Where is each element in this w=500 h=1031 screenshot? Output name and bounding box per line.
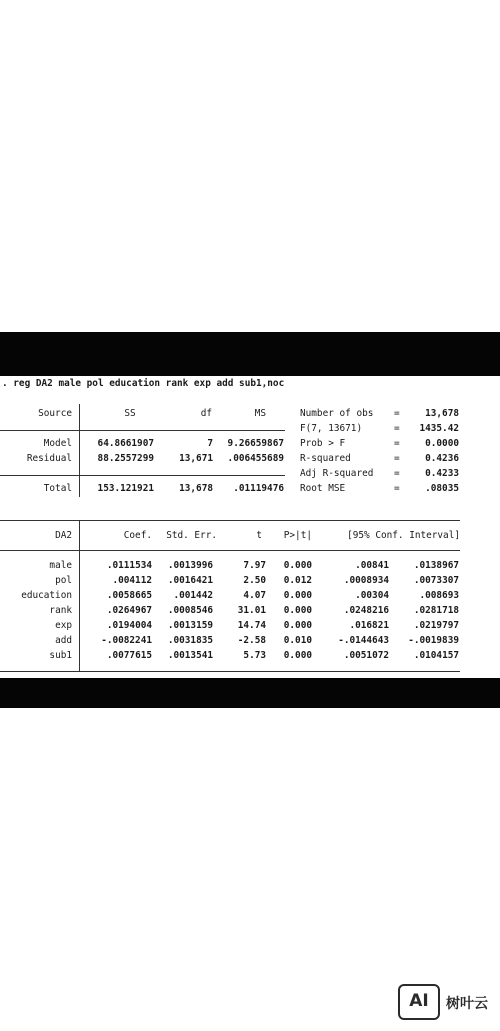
anova-header-df: df bbox=[200, 408, 212, 419]
coef-ci-low: -.0144643 bbox=[338, 635, 389, 646]
coef-p: 0.000 bbox=[283, 605, 312, 616]
coef-header-coef: Coef. bbox=[123, 530, 152, 541]
coef-t: 2.50 bbox=[243, 575, 266, 586]
coef-ci-high: .0281718 bbox=[413, 605, 459, 616]
watermark-text: 树叶云 bbox=[446, 996, 488, 1012]
anova-header-ss: SS bbox=[124, 408, 136, 419]
coef-p: 0.000 bbox=[283, 620, 312, 631]
coef-var: male bbox=[49, 560, 72, 571]
coef-t: 4.07 bbox=[243, 590, 266, 601]
stat-eq-adjr2: = bbox=[394, 468, 400, 479]
coef-se: .0013159 bbox=[167, 620, 213, 631]
anova-total-rule bbox=[0, 475, 285, 476]
stat-value-nobs: 13,678 bbox=[425, 408, 459, 419]
coef-se: .0008546 bbox=[167, 605, 213, 616]
coef-value: .004112 bbox=[112, 575, 152, 586]
stat-label-f: F(7, 13671) bbox=[300, 423, 363, 434]
coef-header-se: Std. Err. bbox=[166, 530, 217, 541]
coef-ci-high: .0138967 bbox=[413, 560, 459, 571]
stat-eq-probf: = bbox=[394, 438, 400, 449]
coef-var: education bbox=[21, 590, 72, 601]
coef-t: 31.01 bbox=[237, 605, 266, 616]
coef-var: pol bbox=[55, 575, 72, 586]
stat-value-f: 1435.42 bbox=[419, 423, 459, 434]
stat-value-probf: 0.0000 bbox=[425, 438, 459, 449]
coef-header-p: P>|t| bbox=[283, 530, 312, 541]
coef-bottom-rule bbox=[0, 671, 460, 672]
stat-label-rmse: Root MSE bbox=[300, 483, 346, 494]
stat-label-adjr2: Adj R-squared bbox=[300, 468, 374, 479]
coef-ci-low: .0008934 bbox=[343, 575, 389, 586]
coef-se: .0013996 bbox=[167, 560, 213, 571]
coef-se: .0031835 bbox=[167, 635, 213, 646]
coef-header-var: DA2 bbox=[55, 530, 72, 541]
anova-header-ms: MS bbox=[254, 408, 266, 419]
coef-se: .001442 bbox=[173, 590, 213, 601]
coef-header-t: t bbox=[256, 530, 262, 541]
coef-p: 0.012 bbox=[283, 575, 312, 586]
coef-p: 0.000 bbox=[283, 560, 312, 571]
anova-row-residual-ss: 88.2557299 bbox=[97, 453, 154, 464]
coef-header-rule bbox=[0, 550, 460, 551]
coef-p: 0.000 bbox=[283, 590, 312, 601]
stat-label-r2: R-squared bbox=[300, 453, 351, 464]
coef-ci-high: .008693 bbox=[419, 590, 459, 601]
coef-ci-low: .00304 bbox=[355, 590, 389, 601]
stat-eq-r2: = bbox=[394, 453, 400, 464]
anova-row-residual-source: Residual bbox=[26, 453, 72, 464]
stat-value-adjr2: 0.4233 bbox=[425, 468, 459, 479]
anova-header-source: Source bbox=[38, 408, 72, 419]
coef-ci-high: .0104157 bbox=[413, 650, 459, 661]
stat-eq-rmse: = bbox=[394, 483, 400, 494]
anova-row-model-ss: 64.8661907 bbox=[97, 438, 154, 449]
black-bar-bottom bbox=[0, 678, 500, 708]
coef-var: rank bbox=[49, 605, 72, 616]
coef-ci-low: .00841 bbox=[355, 560, 389, 571]
coef-ci-low: .0248216 bbox=[343, 605, 389, 616]
coef-se: .0013541 bbox=[167, 650, 213, 661]
anova-row-model-df: 7 bbox=[207, 438, 213, 449]
coef-ci-low: .016821 bbox=[349, 620, 389, 631]
coef-t: 14.74 bbox=[237, 620, 266, 631]
watermark-logo-icon: AI bbox=[398, 984, 440, 1020]
coef-value: .0194004 bbox=[106, 620, 152, 631]
watermark bbox=[398, 984, 498, 1020]
anova-total-ss: 153.121921 bbox=[97, 483, 154, 494]
command-line: . reg DA2 male pol education rank exp add sub1,noc bbox=[2, 378, 285, 389]
coef-value: .0058665 bbox=[106, 590, 152, 601]
coef-value: .0111534 bbox=[106, 560, 152, 571]
coef-ci-high: .0073307 bbox=[413, 575, 459, 586]
anova-header-rule bbox=[0, 430, 285, 431]
coef-header-ci: [95% Conf. Interval] bbox=[347, 530, 460, 541]
coef-var: exp bbox=[55, 620, 72, 631]
black-bar-top bbox=[0, 332, 500, 376]
coef-var: add bbox=[55, 635, 72, 646]
stat-label-probf: Prob > F bbox=[300, 438, 346, 449]
stat-label-nobs: Number of obs bbox=[300, 408, 374, 419]
coef-var: sub1 bbox=[49, 650, 72, 661]
stat-eq-f: = bbox=[394, 423, 400, 434]
coef-t: 7.97 bbox=[243, 560, 266, 571]
coef-top-rule bbox=[0, 520, 460, 521]
anova-row-residual-df: 13,671 bbox=[179, 453, 213, 464]
coef-value: .0264967 bbox=[106, 605, 152, 616]
anova-row-residual-ms: .006455689 bbox=[227, 453, 284, 464]
stat-value-rmse: .08035 bbox=[425, 483, 459, 494]
coef-se: .0016421 bbox=[167, 575, 213, 586]
anova-total-df: 13,678 bbox=[179, 483, 213, 494]
coef-t: 5.73 bbox=[243, 650, 266, 661]
coef-p: 0.000 bbox=[283, 650, 312, 661]
coef-value: -.0082241 bbox=[101, 635, 152, 646]
coef-t: -2.58 bbox=[237, 635, 266, 646]
coef-value: .0077615 bbox=[106, 650, 152, 661]
coef-ci-low: .0051072 bbox=[343, 650, 389, 661]
coef-ci-high: -.0019839 bbox=[408, 635, 459, 646]
anova-row-model-source: Model bbox=[43, 438, 72, 449]
stat-value-r2: 0.4236 bbox=[425, 453, 459, 464]
anova-row-model-ms: 9.26659867 bbox=[227, 438, 284, 449]
coef-p: 0.010 bbox=[283, 635, 312, 646]
anova-total-source: Total bbox=[43, 483, 72, 494]
stat-eq-nobs: = bbox=[394, 408, 400, 419]
anova-total-ms: .01119476 bbox=[233, 483, 284, 494]
coef-ci-high: .0219797 bbox=[413, 620, 459, 631]
